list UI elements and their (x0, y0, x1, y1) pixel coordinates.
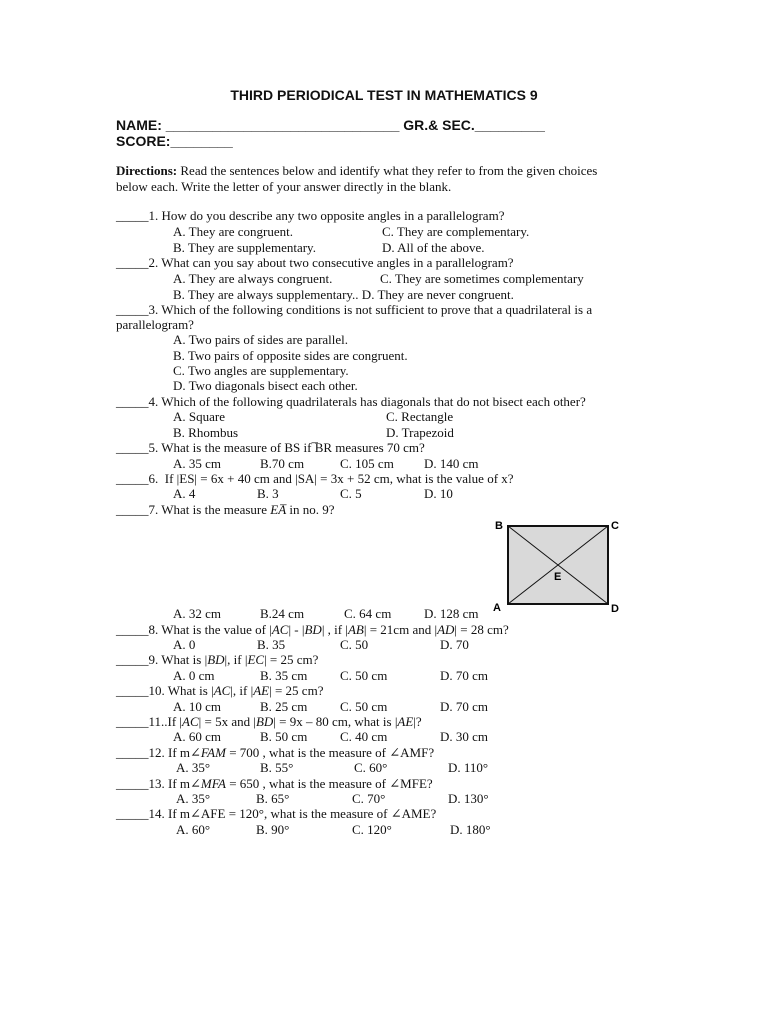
q8-text-5: | = 28 cm? (454, 622, 509, 637)
q8-math-ad: AD (437, 622, 455, 637)
q11-math-ac: AC (182, 714, 199, 729)
question-14-option-b: B. 90° (256, 822, 290, 837)
q9-text-2: |, if | (224, 652, 248, 667)
question-7-option-d: D. 128 cm (424, 606, 479, 621)
question-12-stem (116, 745, 434, 760)
q10-text-1: _____10. What is | (116, 683, 214, 698)
question-6-option-a: A. 4 (173, 486, 196, 501)
q8-math-ac: AC (271, 622, 289, 637)
question-8-stem (116, 622, 509, 637)
question-11-option-b: B. 50 cm (260, 729, 308, 744)
directions-line-1 (116, 163, 597, 178)
question-9-option-b: B. 35 cm (260, 668, 308, 683)
question-10-option-c: C. 50 cm (340, 699, 388, 714)
question-14-option-c: C. 120° (352, 822, 392, 837)
question-11-option-c: C. 40 cm (340, 729, 388, 744)
question-1-option-b: B. They are supplementary. (173, 240, 316, 255)
question-13-option-d: D. 130° (448, 791, 489, 806)
page-title: THIRD PERIODICAL TEST IN MATHEMATICS 9 (230, 87, 538, 103)
question-13-option-c: C. 70° (352, 791, 386, 806)
question-9-option-c: C. 50 cm (340, 668, 388, 683)
question-12-option-c: C. 60° (354, 760, 388, 775)
q11-text-1: _____11..If | (116, 714, 183, 729)
question-13-option-b: B. 65° (256, 791, 290, 806)
question-2-stem: _____2. What can you say about two consecutive angles in a parallelogram? (116, 255, 514, 270)
q9-text-3: | = 25 cm? (264, 652, 319, 667)
directions-line-2: below each. Write the letter of your answer directly in the blank. (116, 179, 452, 194)
question-11-stem (116, 714, 422, 729)
question-11-option-d: D. 30 cm (440, 729, 489, 744)
question-6-option-d: D. 10 (424, 486, 453, 501)
question-7-stem (116, 502, 335, 517)
question-5-option-b: B.70 cm (260, 456, 305, 471)
question-10-option-d: D. 70 cm (440, 699, 489, 714)
question-7-stem-end: in no. 9? (286, 502, 335, 517)
question-1-option-d: D. All of the above. (382, 240, 485, 255)
q12-text-2: = 700 , what is the measure of ∠AMF? (225, 745, 435, 760)
question-6-option-b: B. 3 (257, 486, 279, 501)
question-8-option-a: A. 0 (173, 637, 196, 652)
question-8-option-b: B. 35 (257, 637, 286, 652)
question-2-option-b-d: B. They are always supplementary.. D. They are never congruent. (173, 287, 514, 302)
question-9-option-d: D. 70 cm (440, 668, 489, 683)
question-10-option-b: B. 25 cm (260, 699, 308, 714)
directions-label: Directions: (116, 163, 178, 178)
question-12-option-b: B. 55° (260, 760, 294, 775)
question-12-option-a: A. 35° (176, 760, 211, 775)
center-label-e: E (554, 571, 562, 583)
q8-text-4: | = 21cm and | (363, 622, 438, 637)
question-6-option-c: C. 5 (340, 486, 362, 501)
q10-text-3: | = 25 cm? (269, 683, 324, 698)
directions-text-1: Read the sentences below and identify what they refer to from the given choices (177, 163, 598, 178)
q8-text-1: _____8. What is the value of | (116, 622, 272, 637)
question-3-option-a: A. Two pairs of sides are parallel. (173, 332, 349, 347)
vertex-label-b: B (495, 520, 503, 532)
question-7-option-c: C. 64 cm (344, 606, 392, 621)
question-3-option-c: C. Two angles are supplementary. (173, 363, 349, 378)
question-9-option-a: A. 0 cm (173, 668, 215, 683)
q9-text-1: _____9. What is | (116, 652, 208, 667)
question-4-option-b: B. Rhombus (173, 425, 239, 440)
q9-math-bd: BD (207, 652, 225, 667)
question-10-stem (116, 683, 323, 698)
question-7-segment-ea: EA̅ (270, 502, 287, 517)
q11-text-4: |? (413, 714, 422, 729)
question-4-option-a: A. Square (173, 409, 225, 424)
q8-math-bd: BD (304, 622, 322, 637)
question-7-option-b: B.24 cm (260, 606, 305, 621)
question-8-option-d: D. 70 (440, 637, 469, 652)
q8-text-2: | - | (288, 622, 305, 637)
question-9-stem (116, 652, 318, 667)
question-4-stem: _____4. Which of the following quadrilaterals has diagonals that do not bisect each other? (116, 394, 586, 409)
q10-math-ae: AE (253, 683, 270, 698)
question-14-stem: _____14. If m∠AFE = 120°, what is the measure of ∠AME? (116, 806, 437, 821)
question-8-option-c: C. 50 (340, 637, 369, 652)
q12-math-fam: FAM (200, 745, 226, 760)
question-5-option-a: A. 35 cm (173, 456, 222, 471)
question-3-option-d: D. Two diagonals bisect each other. (173, 378, 358, 393)
q13-text-2: = 650 , what is the measure of ∠MFE? (225, 776, 433, 791)
rectangle-figure (488, 516, 626, 616)
vertex-label-a: A (493, 602, 501, 614)
q12-text-1: _____12. If m∠ (116, 745, 201, 760)
q11-math-ae: AE (397, 714, 414, 729)
q10-text-2: |, if | (230, 683, 254, 698)
question-3-option-b: B. Two pairs of opposite sides are congruent. (173, 348, 408, 363)
q11-math-bd: BD (255, 714, 274, 729)
vertex-label-c: C (611, 520, 619, 532)
q13-text-1: _____13. If m∠ (116, 776, 201, 791)
question-6-stem: _____6. If |ES| = 6x + 40 cm and |SA| = 3x + 52 cm, what is the value of x? (116, 471, 514, 486)
q8-text-3: | , if | (321, 622, 348, 637)
question-5-option-d: D. 140 cm (424, 456, 479, 471)
question-1-option-c: C. They are complementary. (382, 224, 530, 239)
q11-text-2: | = 5x and | (198, 714, 256, 729)
question-1-option-a: A. They are congruent. (173, 224, 293, 239)
question-5-option-c: C. 105 cm (340, 456, 394, 471)
question-7-option-a: A. 32 cm (173, 606, 222, 621)
question-2-option-a: A. They are always congruent. (173, 271, 333, 286)
score-line: SCORE:________ (116, 133, 233, 149)
question-4-option-d: D. Trapezoid (386, 425, 454, 440)
q9-math-ec: EC (247, 652, 265, 667)
question-7-stem-start: _____7. What is the measure (116, 502, 271, 517)
name-section-line: NAME: ______________________________ GR.& SEC._________ (116, 117, 545, 133)
question-1-stem: _____1. How do you describe any two opposite angles in a parallelogram? (116, 208, 505, 223)
question-5-stem: _____5. What is the measure of BS if ̅BR measures 70 cm? (116, 440, 425, 455)
question-14-option-a: A. 60° (176, 822, 211, 837)
question-3-stem-continued: parallelogram? (116, 317, 194, 332)
question-4-option-c: C. Rectangle (386, 409, 454, 424)
question-14-option-d: D. 180° (450, 822, 491, 837)
q11-text-3: | = 9x – 80 cm, what is | (273, 714, 398, 729)
question-11-option-a: A. 60 cm (173, 729, 222, 744)
q8-math-ab: AB (347, 622, 364, 637)
question-12-option-d: D. 110° (448, 760, 489, 775)
q10-math-ac: AC (213, 683, 231, 698)
question-13-option-a: A. 35° (176, 791, 211, 806)
q13-math-mfa: MFA (200, 776, 226, 791)
vertex-label-d: D (611, 603, 619, 615)
question-13-stem (116, 776, 433, 791)
question-2-option-c: C. They are sometimes complementary (380, 271, 584, 286)
question-3-stem: _____3. Which of the following conditions is not sufficient to prove that a quadrilateral is a (116, 302, 593, 317)
question-10-option-a: A. 10 cm (173, 699, 222, 714)
